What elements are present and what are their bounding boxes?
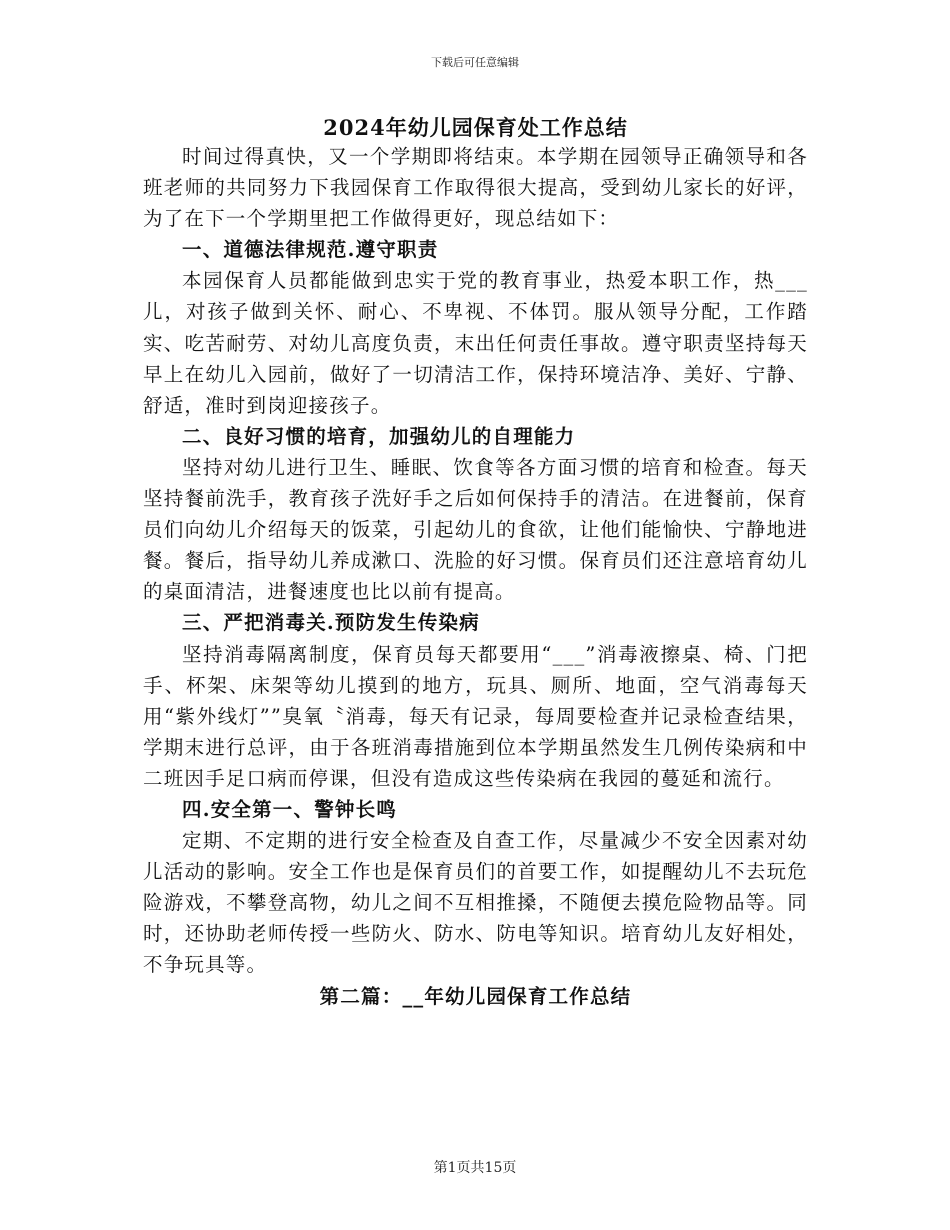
- section-heading-3: 三、严把消毒关.预防发生传染病: [182, 611, 480, 635]
- document-body: [143, 141, 808, 1012]
- second-part-heading: 第二篇：__年幼儿园保育工作总结: [319, 984, 632, 1008]
- section-4-paragraph: 定期、不定期的进行安全检查及自查工作，尽量减少不安全因素对幼儿活动的影响。安全工作也是保育员们的首要工作，如提醒幼儿不去玩危险游戏，不攀登高物，幼儿之间不互相推搡，不随便去摸危险物品等。同时，还协助老师传授一些防火、防水、防电等知识。培育幼儿友好相处，不争玩具等。: [143, 829, 808, 977]
- header-note: 下载后可任意编辑: [431, 56, 519, 69]
- section-1-paragraph: 本园保育人员都能做到忠实于党的教育事业，热爱本职工作，热___儿，对孩子做到关怀、耐心、不卑视、不体罚。服从领导分配，工作踏实、吃苦耐劳、对幼儿高度负责，末出任何责任事故。遵守职责坚持每天早上在幼儿入园前，做好了一切清洁工作，保持环境洁净、美好、宁静、舒适，准时到岗迎接孩子。: [143, 269, 808, 417]
- section-heading-2: 二、良好习惯的培育，加强幼儿的自理能力: [182, 424, 576, 448]
- intro-paragraph: 时间过得真快，又一个学期即将结束。本学期在园领导正确领导和各班老师的共同努力下我园保育工作取得很大提高，受到幼儿家长的好评，为了在下一个学期里把工作做得更好，现总结如下：: [143, 145, 808, 231]
- section-3-paragraph: 坚持消毒隔离制度，保育员每天都要用“___”消毒液擦桌、椅、门把手、杯架、床架等幼儿摸到的地方，玩具、厕所、地面，空气消毒每天用“紫外线灯””臭氧〝消毒，每天有记录，每周要检查并记录检查结果，学期末进行总评，由于各班消毒措施到位本学期虽然发生几例传染病和中二班因手足口病而停课，但没有造成这些传染病在我园的蔓延和流行。: [143, 642, 808, 790]
- section-heading-4: 四.安全第一、警钟长鸣: [182, 797, 397, 821]
- section-heading-1: 一、道德法律规范.遵守职责: [182, 238, 439, 262]
- section-2-paragraph: 坚持对幼儿进行卫生、睡眠、饮食等各方面习惯的培育和检查。每天坚持餐前洗手，教育孩子洗好手之后如何保持手的清洁。在进餐前，保育员们向幼儿介绍每天的饭菜，引起幼儿的食欲，让他们能愉快、宁静地进餐。餐后，指导幼儿养成漱口、洗脸的好习惯。保育员们还注意培育幼儿的桌面清洁，进餐速度也比以前有提高。: [143, 455, 808, 604]
- document-title: 2024年幼儿园保育处工作总结: [323, 115, 628, 140]
- page-number: 第1页共15页: [433, 1160, 517, 1176]
